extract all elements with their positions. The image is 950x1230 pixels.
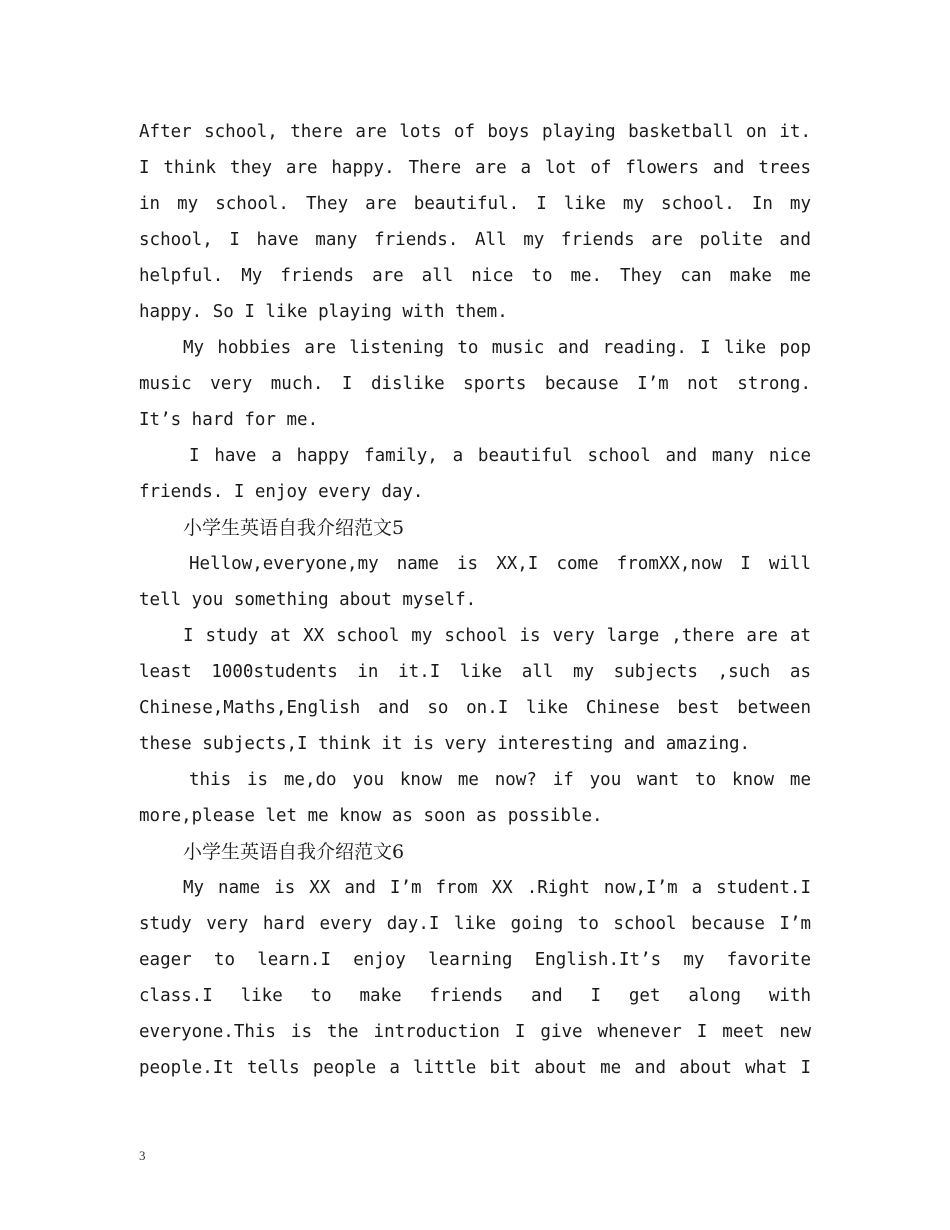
document-body bbox=[139, 114, 811, 1086]
text-line: least 1000students in it.I like all my subjects ,such as bbox=[139, 662, 811, 682]
text-line: I have a happy family, a beautiful school and many nice bbox=[189, 446, 811, 466]
text-line: I study at XX school my school is very large ,there are at bbox=[183, 626, 811, 646]
text-line: this is me,do you know me now? if you want to know me bbox=[189, 770, 811, 790]
paragraph bbox=[139, 114, 811, 330]
paragraph bbox=[139, 870, 811, 1086]
text-line: study very hard every day.I like going to school because I’m bbox=[139, 914, 811, 934]
text-line: in my school. They are beautiful. I like my school. In my bbox=[139, 194, 811, 214]
text-line: Hellow,everyone,my name is XX,I come fromXX,now I will bbox=[189, 554, 811, 574]
paragraph bbox=[139, 546, 811, 618]
text-line: helpful. My friends are all nice to me. They can make me bbox=[139, 266, 811, 286]
text-line: eager to learn.I enjoy learning English.It’s my favorite bbox=[139, 950, 811, 970]
text-line: After school, there are lots of boys playing basketball on it. bbox=[139, 122, 811, 142]
text-line: My name is XX and I’m from XX .Right now,I’m a student.I bbox=[183, 878, 811, 898]
text-line: these subjects,I think it is very interesting and amazing. bbox=[139, 734, 751, 754]
text-line: Chinese,Maths,English and so on.I like Chinese best between bbox=[139, 698, 811, 718]
text-line: music very much. I dislike sports because I’m not strong. bbox=[139, 374, 811, 394]
text-line: I think they are happy. There are a lot of flowers and trees bbox=[139, 158, 811, 178]
text-line: people.It tells people a little bit about me and about what I bbox=[139, 1058, 811, 1078]
text-line: class.I like to make friends and I get along with bbox=[139, 986, 811, 1006]
paragraph bbox=[139, 330, 811, 438]
page-number: 3 bbox=[139, 1148, 146, 1163]
text-line: It’s hard for me. bbox=[139, 410, 319, 430]
text-line: happy. So I like playing with them. bbox=[139, 302, 508, 322]
paragraph bbox=[139, 618, 811, 762]
text-line: friends. I enjoy every day. bbox=[139, 482, 424, 502]
text-line: everyone.This is the introduction I give whenever I meet new bbox=[139, 1022, 811, 1042]
text-line: school, I have many friends. All my friends are polite and bbox=[139, 230, 811, 250]
text-line: My hobbies are listening to music and reading. I like pop bbox=[183, 338, 811, 358]
section-heading: 小学生英语自我介绍范文5 bbox=[183, 517, 405, 539]
text-line: more,please let me know as soon as possible. bbox=[139, 806, 603, 826]
paragraph bbox=[139, 438, 811, 510]
text-line: tell you something about myself. bbox=[139, 590, 477, 610]
paragraph bbox=[139, 762, 811, 834]
section-heading: 小学生英语自我介绍范文6 bbox=[183, 841, 405, 863]
